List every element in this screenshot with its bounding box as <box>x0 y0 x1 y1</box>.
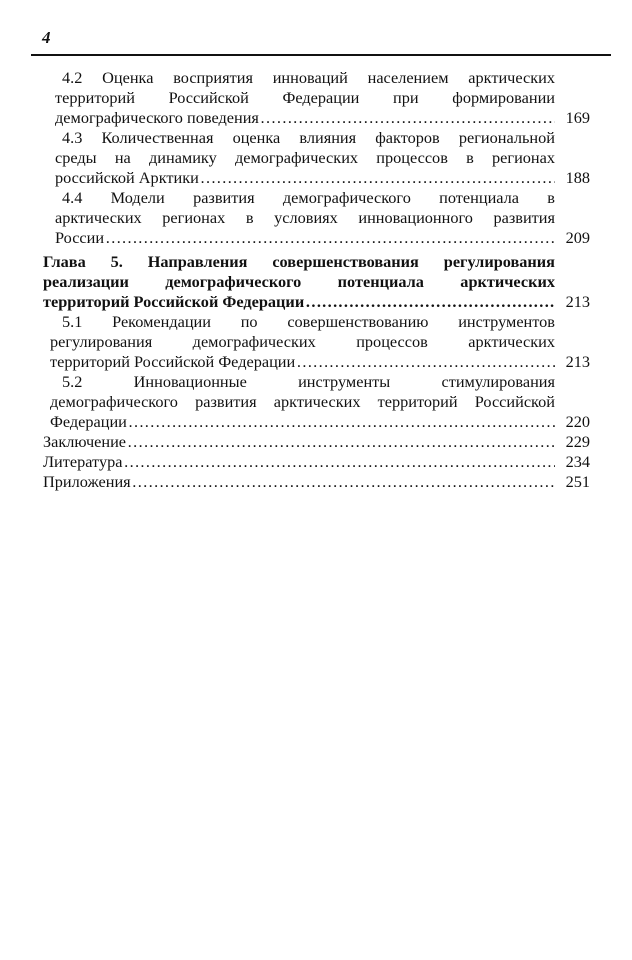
toc-line-text: Литература <box>43 452 123 471</box>
toc-page-number: 188 <box>565 168 590 187</box>
toc-line: 5.1 Рекомендации по совершенствованию инструментов <box>62 312 555 331</box>
toc-line: Глава 5. Направления совершенствования регулирования <box>43 252 555 271</box>
dot-leader <box>123 452 555 472</box>
toc-line-text: Федерации <box>50 412 127 431</box>
toc-entry-4-4[interactable] <box>0 188 632 248</box>
toc-page-number: 229 <box>565 432 590 451</box>
toc-line <box>43 292 555 312</box>
toc-line <box>43 432 555 452</box>
toc-entry-5-1[interactable] <box>0 312 632 372</box>
toc-line <box>43 452 555 472</box>
toc-line-text: Приложения <box>43 472 131 491</box>
toc-line <box>50 412 555 432</box>
toc-line: регулирования демографических процессов арктических <box>50 332 555 351</box>
toc-line: территорий Российской Федерации при формировании <box>55 88 555 107</box>
toc-line: 5.2 Инновационные инструменты стимулирования <box>62 372 555 391</box>
toc-line: демографического развития арктических территорий Российской <box>50 392 555 411</box>
dot-leader <box>200 168 555 188</box>
toc-page-number: 213 <box>565 352 590 371</box>
toc-line: среды на динамику демографических процессов в регионах <box>55 148 555 167</box>
toc-line <box>55 168 555 188</box>
toc-line-text: демографического поведения <box>55 108 259 127</box>
toc-line <box>55 108 555 128</box>
page-number: 4 <box>42 28 51 47</box>
toc-entry-literature[interactable] <box>0 452 632 472</box>
toc-page-number: 234 <box>565 452 590 471</box>
dot-leader <box>127 432 555 452</box>
toc-line-text: территорий Российской Федерации <box>43 292 305 311</box>
toc-entry-appendices[interactable] <box>0 472 632 492</box>
dot-leader <box>132 472 555 492</box>
toc-line-text: России <box>55 228 105 247</box>
toc-line-text: территорий Российской Федерации <box>50 352 296 371</box>
toc-line-text: российской Арктики <box>55 168 199 187</box>
dot-leader <box>105 228 555 248</box>
toc-entry-conclusion[interactable] <box>0 432 632 452</box>
toc-line: реализации демографического потенциала арктических <box>43 272 555 291</box>
toc-line <box>43 472 555 492</box>
toc-page-number: 209 <box>565 228 590 247</box>
toc-page-number: 169 <box>565 108 590 127</box>
toc-line-text: Заключение <box>43 432 127 451</box>
toc-line <box>55 228 555 248</box>
toc-page-number: 251 <box>565 472 590 491</box>
toc-page-number: 220 <box>565 412 590 431</box>
toc-entry-4-2[interactable] <box>0 68 632 128</box>
toc-line: арктических регионах в условиях инновационного развития <box>55 208 555 227</box>
toc-line: 4.2 Оценка восприятия инноваций населением арктических <box>62 68 555 87</box>
toc-page-number: 213 <box>565 292 590 311</box>
dot-leader <box>305 292 555 312</box>
toc-entry-chapter-5[interactable] <box>0 252 632 312</box>
toc-entry-4-3[interactable] <box>0 128 632 188</box>
header-rule <box>31 54 611 56</box>
toc-entry-5-2[interactable] <box>0 372 632 432</box>
toc-line: 4.4 Модели развития демографического потенциала в <box>62 188 555 207</box>
dot-leader <box>260 108 555 128</box>
table-of-contents <box>0 68 632 492</box>
dot-leader <box>296 352 555 372</box>
toc-line <box>50 352 555 372</box>
dot-leader <box>128 412 555 432</box>
toc-line: 4.3 Количественная оценка влияния факторов региональной <box>62 128 555 147</box>
